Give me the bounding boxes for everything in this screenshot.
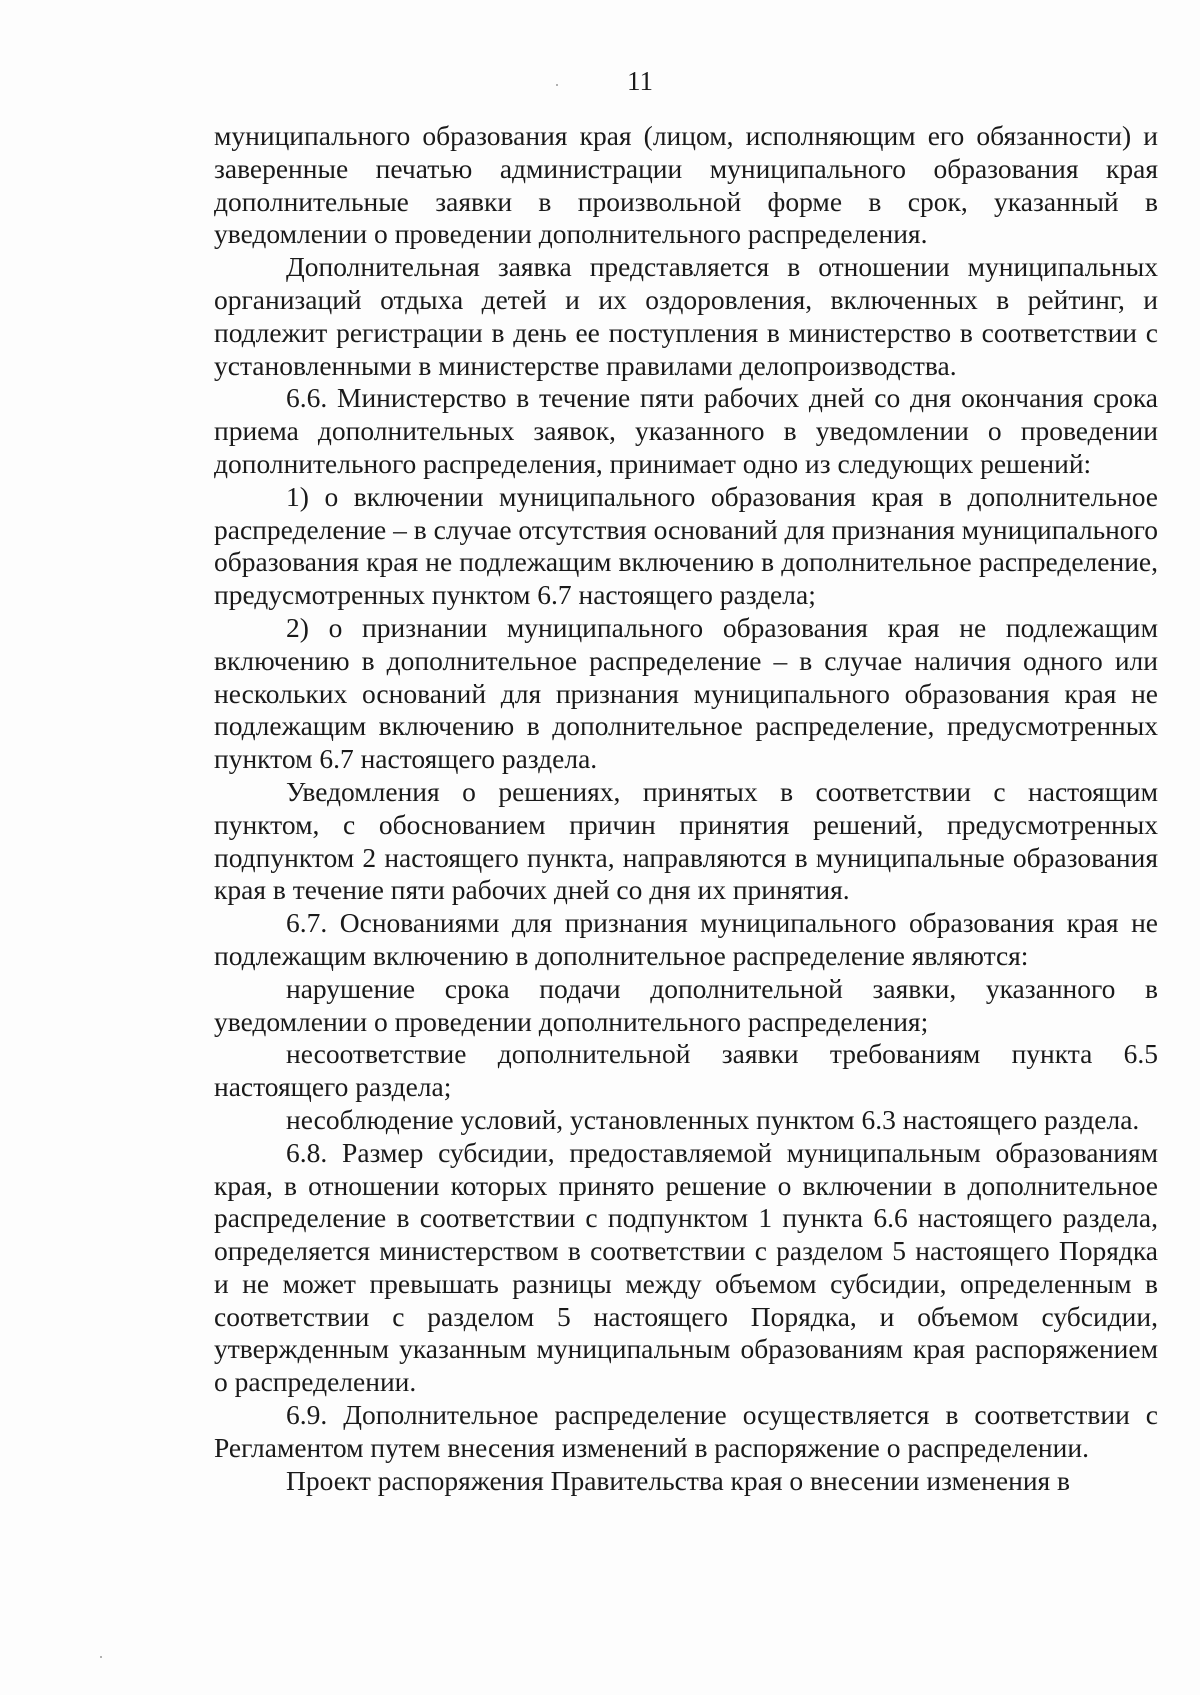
paragraph-6-7-ground-2: несоответствие дополнительной заявки требованиям пункта 6.5 настоящего раздела; (214, 1038, 1158, 1103)
paragraph-6-7-ground-1: нарушение срока подачи дополнительной заявки, указанного в уведомлении о проведении дополнительного распределения; (214, 972, 1158, 1037)
paragraph-6-7-ground-3: несоблюдение условий, установленных пунктом 6.3 настоящего раздела. (286, 1103, 1140, 1135)
paragraph-draft-order: Проект распоряжения Правительства края о внесении изменения в (286, 1464, 1071, 1496)
scan-speck (556, 84, 558, 86)
document-body (214, 120, 1158, 1497)
paragraph-6-6-item-2: 2) о признании муниципального образования края не подлежащим включению в дополнительное распределение – в случае наличия одного или нескольких оснований для признания муниципального образования края не подлежащим включению в дополнительное распределение, предусмотренных пунктом 6.7 настоящего раздела. (214, 611, 1158, 775)
paragraph-6-6-item-1: 1) о включении муниципального образования края в дополнительное распределение – в случае отсутствия оснований для признания муниципального образования края не подлежащим включению в дополнительное распределение, предусмотренных пунктом 6.7 настоящего раздела; (214, 480, 1158, 611)
paragraph-6-9: 6.9. Дополнительное распределение осуществляется в соответствии с Регламентом путем внесения изменений в распоряжение о распределении. (214, 1399, 1158, 1463)
paragraph-1: муниципального образования края (лицом, исполняющим его обязанности) и заверенные печатью администрации муниципального образования края дополнительные заявки в произвольной форме в срок, указанный в уведомлении о проведении дополнительного распределения. (214, 120, 1158, 250)
paragraph-notifications: Уведомления о решениях, принятых в соответствии с настоящим пунктом, с обоснованием причин принятия решений, предусмотренных подпунктом 2 настоящего пункта, направляются в муниципальные образования края в течение пяти рабочих дней со дня их принятия. (214, 775, 1158, 906)
paragraph-6-6: 6.6. Министерство в течение пяти рабочих дней со дня окончания срока приема дополнительных заявок, указанного в уведомлении о проведении дополнительного распределения, принимает одно из следующих решений: (214, 382, 1158, 479)
paragraph-6-7: 6.7. Основаниями для признания муниципального образования края не подлежащим включению в дополнительное распределение являются: (214, 907, 1158, 971)
scan-speck (100, 1656, 102, 1658)
page-number: 11 (627, 66, 653, 96)
paragraph-2: Дополнительная заявка представляется в отношении муниципальных организаций отдыха детей и их оздоровления, включенных в рейтинг, и подлежит регистрации в день ее поступления в министерство в соответствии с установленными в министерстве правилами делопроизводства. (214, 251, 1158, 381)
paragraph-6-8: 6.8. Размер субсидии, предоставляемой муниципальным образованиям края, в отношении которых принято решение о включении в дополнительное распределение в соответствии с подпунктом 1 пункта 6.6 настоящего раздела, определяется министерством в соответствии с разделом 5 настоящего Порядка и не может превышать разницы между объемом субсидии, определенным в соответствии с разделом 5 настоящего Порядка, и объемом субсидии, утвержденным указанным муниципальным образованиям края распоряжением о распределении. (214, 1136, 1158, 1398)
